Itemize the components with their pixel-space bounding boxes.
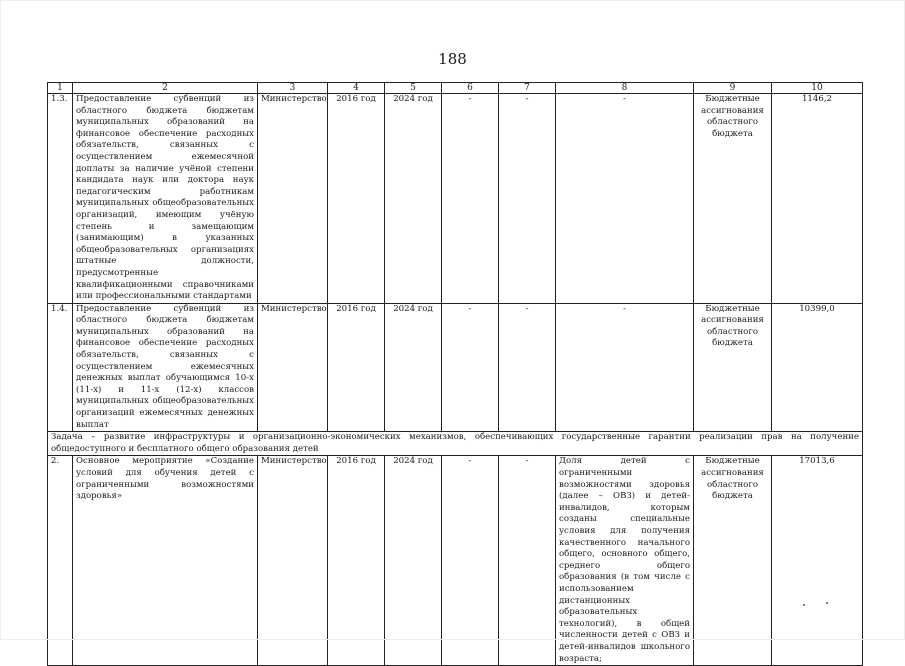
end-year-cell: 2024 год bbox=[385, 456, 442, 666]
column-number: 6 bbox=[442, 83, 499, 94]
indicator-cell: - bbox=[556, 303, 694, 432]
executor-cell: Министерство bbox=[258, 303, 328, 432]
start-year-cell: 2016 год bbox=[328, 303, 385, 432]
table-row bbox=[48, 303, 863, 432]
row-number: 1.3. bbox=[48, 94, 73, 304]
funding-source-cell: Бюджетные ассигнования областного бюджета bbox=[694, 303, 772, 432]
program-measures-table bbox=[47, 82, 863, 666]
end-year-cell: 2024 год bbox=[385, 94, 442, 304]
column-number: 2 bbox=[73, 83, 258, 94]
funding-source-cell: Бюджетные ассигнования областного бюджета bbox=[694, 456, 772, 666]
page-number: 188 bbox=[438, 50, 467, 68]
funding-source-cell: Бюджетные ассигнования областного бюджета bbox=[694, 94, 772, 304]
col7-cell: - bbox=[499, 94, 556, 304]
measure-description: Основное мероприятие «Создание условий для обучения детей с ограниченными возможностями здоровья» bbox=[73, 456, 258, 666]
task-text: Задача – развитие инфраструктуры и организационно-экономических механизмов, обеспечивающих государственные гарантии реализации прав на получение общедоступного и бесплатного общего образования детей bbox=[48, 432, 863, 456]
column-number: 3 bbox=[258, 83, 328, 94]
amount-cell: 1146,2 bbox=[772, 94, 863, 304]
row-number: 2. bbox=[48, 456, 73, 666]
indicator-cell: Доля детей с ограниченными возможностями здоровья (далее – ОВЗ) и детей-инвалидов, которым созданы специальные условия для получения качественного начального общего, основного общего, среднего общего образования (в том числе с использованием дистанционных образовательных технологий), в общей численности детей с ОВЗ и детей-инвалидов школьного возраста; bbox=[556, 456, 694, 666]
measure-description: Предоставление субвенций из областного бюджета бюджетам муниципальных образований на финансовое обеспечение расходных обязательств, связанных с осуществлением ежемесячной доплаты за наличие учёной степени кандидата наук или доктора наук педагогическим работникам муниципальных общеобразовательных организаций, имеющим учёную степень и замещающим (занимающим) в указанных общеобразовательных организациях штатные должности, предусмотренные квалификационными справочниками или профессиональными стандартами bbox=[73, 94, 258, 304]
scan-speck bbox=[826, 602, 828, 604]
column-number: 9 bbox=[694, 83, 772, 94]
task-row bbox=[48, 432, 863, 456]
executor-cell: Министерство bbox=[258, 94, 328, 304]
col7-cell: - bbox=[499, 303, 556, 432]
row-number: 1.4. bbox=[48, 303, 73, 432]
table-row bbox=[48, 94, 863, 304]
measure-description: Предоставление субвенций из областного бюджета бюджетам муниципальных образований на финансовое обеспечение расходных обязательств, связанных с осуществлением ежемесячных денежных выплат обучающимся 10-х (11-х) и 11-х (12-х) классов муниципальных общеобразовательных организаций ежемесячных денежных выплат bbox=[73, 303, 258, 432]
amount-cell: 10399,0 bbox=[772, 303, 863, 432]
end-year-cell: 2024 год bbox=[385, 303, 442, 432]
column-number-row bbox=[48, 83, 863, 94]
column-number: 8 bbox=[556, 83, 694, 94]
table-row bbox=[48, 456, 863, 666]
col6-cell: - bbox=[442, 456, 499, 666]
column-number: 5 bbox=[385, 83, 442, 94]
col6-cell: - bbox=[442, 303, 499, 432]
col6-cell: - bbox=[442, 94, 499, 304]
column-number: 1 bbox=[48, 83, 73, 94]
column-number: 10 bbox=[772, 83, 863, 94]
start-year-cell: 2016 год bbox=[328, 456, 385, 666]
column-number: 7 bbox=[499, 83, 556, 94]
scan-speck bbox=[803, 604, 805, 606]
start-year-cell: 2016 год bbox=[328, 94, 385, 304]
indicator-cell: - bbox=[556, 94, 694, 304]
amount-cell: 17013,6 bbox=[772, 456, 863, 666]
column-number: 4 bbox=[328, 83, 385, 94]
executor-cell: Министерство bbox=[258, 456, 328, 666]
col7-cell: - bbox=[499, 456, 556, 666]
